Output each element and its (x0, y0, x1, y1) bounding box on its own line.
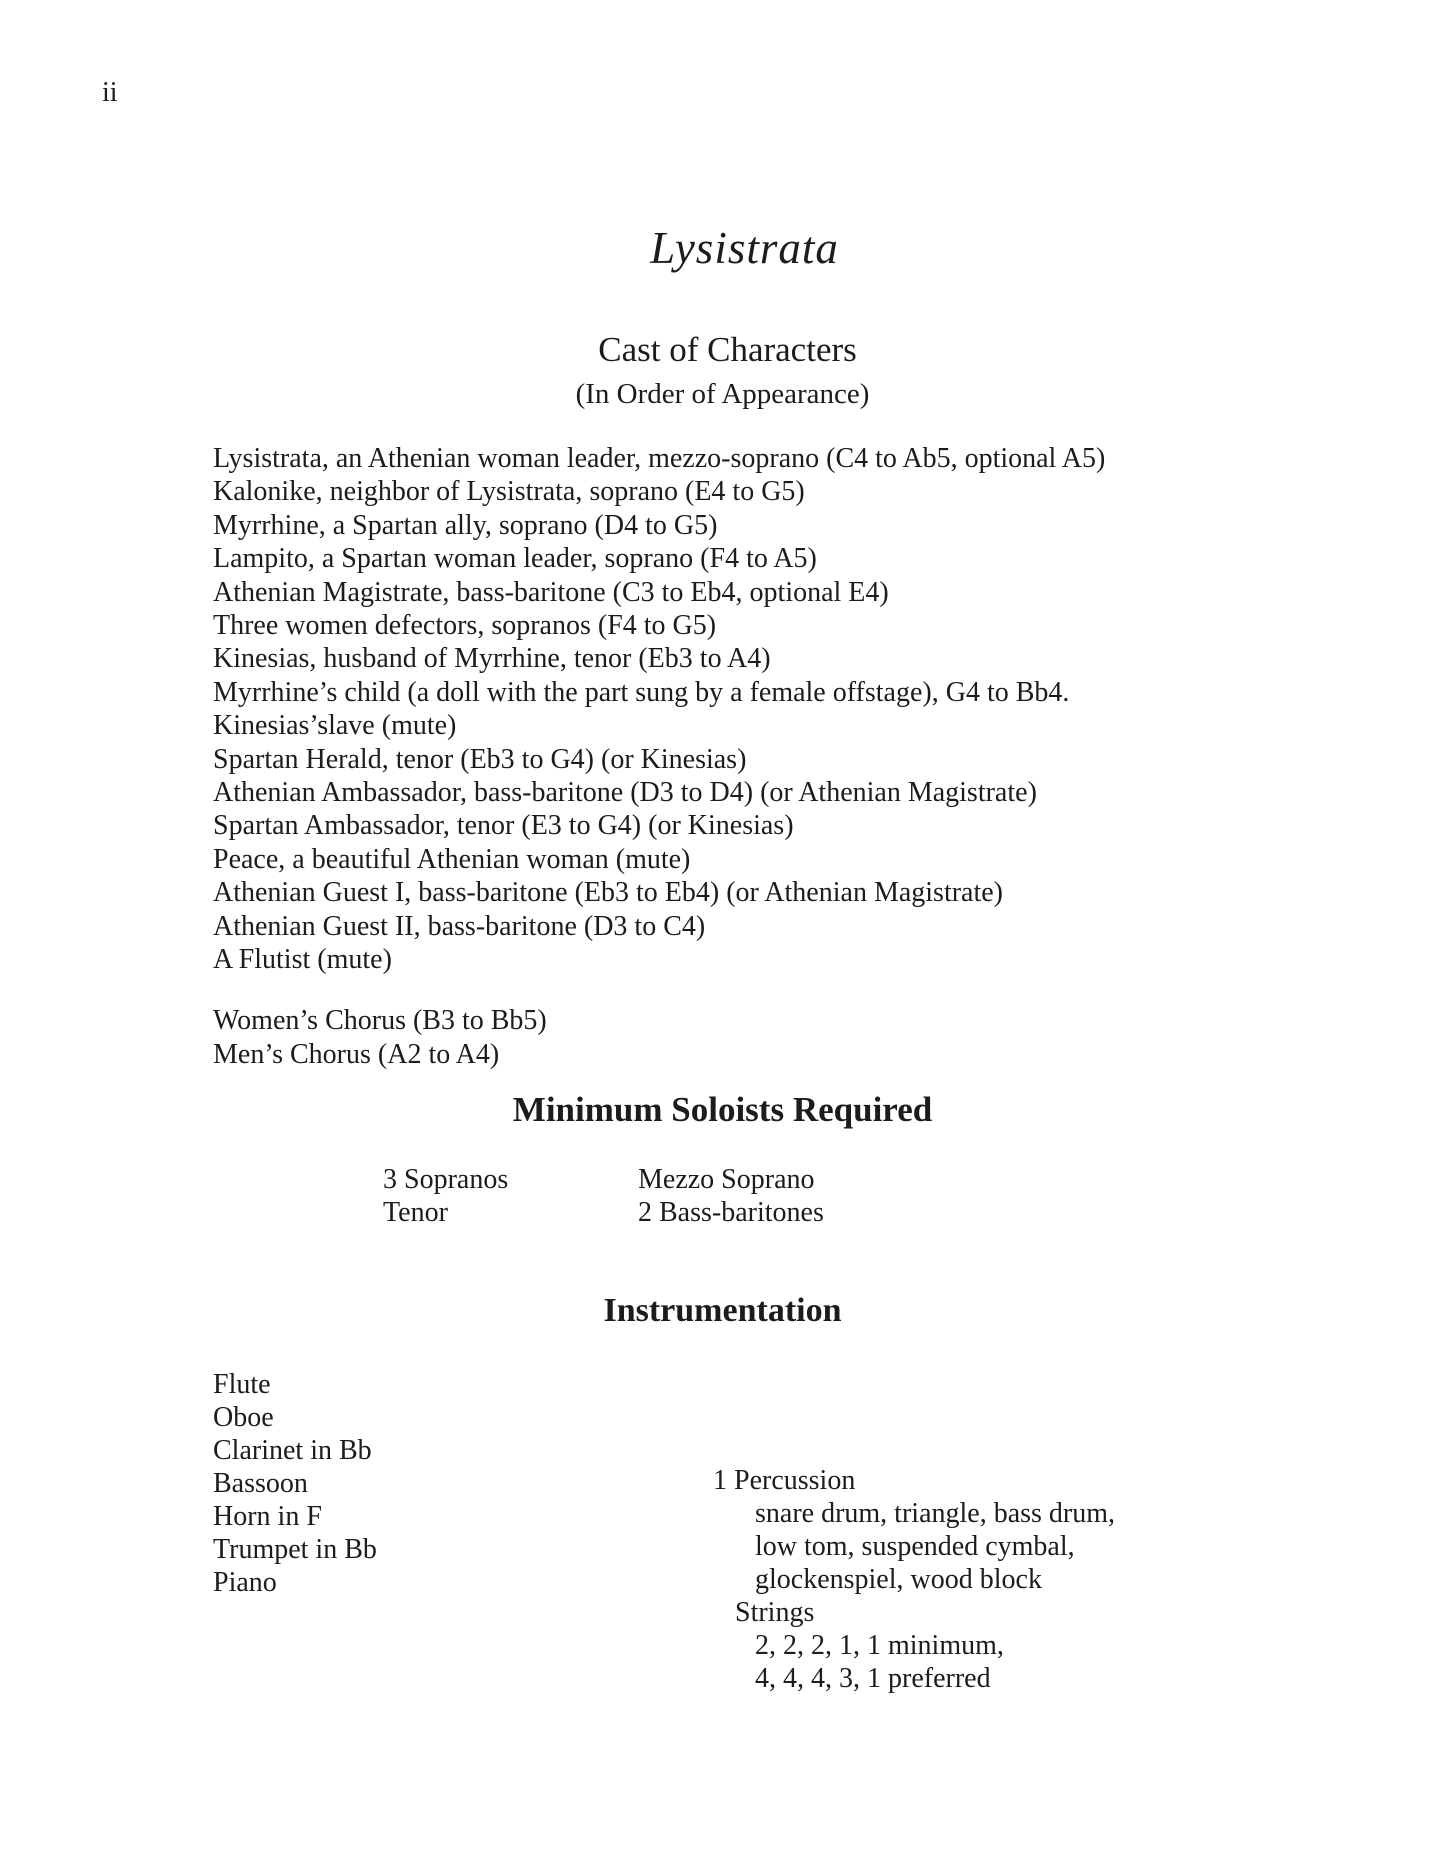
percussion-header: 1 Percussion (713, 1465, 856, 1496)
cast-member: Athenian Guest I, bass-baritone (Eb3 to Eb4) (or Athenian Magistrate) (213, 877, 1004, 909)
cast-member: Athenian Guest II, bass-baritone (D3 to C4) (213, 910, 706, 942)
cast-member: Myrrhine, a Spartan ally, soprano (D4 to G5) (213, 509, 718, 541)
chorus-item: Men’s Chorus (A2 to A4) (213, 1039, 500, 1070)
instrument-item: Piano (213, 1567, 277, 1598)
soloist-item: Mezzo Soprano (638, 1164, 815, 1195)
percussion-detail: glockenspiel, wood block (755, 1564, 1042, 1595)
instrument-item: Trumpet in Bb (213, 1534, 377, 1565)
page-number: ii (102, 77, 118, 108)
minimum-soloists-heading: Minimum Soloists Required (512, 1090, 933, 1129)
cast-list (213, 442, 1105, 977)
soloist-item: 2 Bass-baritones (638, 1197, 824, 1228)
instrument-item: Horn in F (213, 1501, 322, 1532)
cast-member: Peace, a beautiful Athenian woman (mute) (213, 843, 691, 875)
cast-member: Athenian Magistrate, bass-baritone (C3 to Eb4, optional E4) (213, 576, 889, 608)
cast-member: Kinesias, husband of Myrrhine, tenor (Eb3 to A4) (213, 643, 771, 675)
instrument-item: Flute (213, 1369, 271, 1400)
cast-of-characters-heading: Cast of Characters (598, 330, 857, 369)
instrument-item: Clarinet in Bb (213, 1435, 372, 1466)
soloists-column-right (638, 1163, 824, 1229)
percussion-strings-list (713, 1464, 1115, 1695)
cast-member: Spartan Herald, tenor (Eb3 to G4) (or Kinesias) (213, 743, 747, 775)
strings-header: Strings (735, 1597, 815, 1628)
cast-member: Lysistrata, an Athenian woman leader, mezzo-soprano (C4 to Ab5, optional A5) (213, 443, 1106, 474)
soloists-column-left (383, 1163, 508, 1229)
percussion-detail: low tom, suspended cymbal, (755, 1531, 1075, 1562)
cast-member: Three women defectors, sopranos (F4 to G5) (213, 610, 717, 642)
cast-member: A Flutist (mute) (213, 944, 392, 976)
strings-detail: 2, 2, 2, 1, 1 minimum, (755, 1630, 1004, 1661)
order-of-appearance-subheading: (In Order of Appearance) (575, 378, 870, 410)
cast-member: Lampito, a Spartan woman leader, soprano (F4 to A5) (213, 543, 817, 575)
chorus-list (213, 1004, 547, 1072)
chorus-item: Women’s Chorus (B3 to Bb5) (213, 1005, 547, 1036)
cast-member: Myrrhine’s child (a doll with the part sung by a female offstage), G4 to Bb4. (213, 676, 1070, 708)
strings-detail: 4, 4, 4, 3, 1 preferred (755, 1663, 991, 1694)
instrument-item: Oboe (213, 1402, 274, 1433)
winds-instrument-list (213, 1368, 377, 1599)
percussion-detail: snare drum, triangle, bass drum, (755, 1498, 1116, 1529)
cast-member: Athenian Ambassador, bass-baritone (D3 to D4) (or Athenian Magistrate) (213, 777, 1037, 809)
instrument-item: Bassoon (213, 1468, 308, 1499)
cast-member: Kinesias’slave (mute) (213, 710, 457, 742)
soloist-item: Tenor (383, 1197, 448, 1228)
instrumentation-heading: Instrumentation (603, 1292, 842, 1329)
soloist-item: 3 Sopranos (383, 1164, 509, 1195)
document-title: Lysistrata (650, 223, 839, 273)
cast-member: Spartan Ambassador, tenor (E3 to G4) (or Kinesias) (213, 810, 794, 842)
cast-member: Kalonike, neighbor of Lysistrata, soprano (E4 to G5) (213, 476, 805, 508)
